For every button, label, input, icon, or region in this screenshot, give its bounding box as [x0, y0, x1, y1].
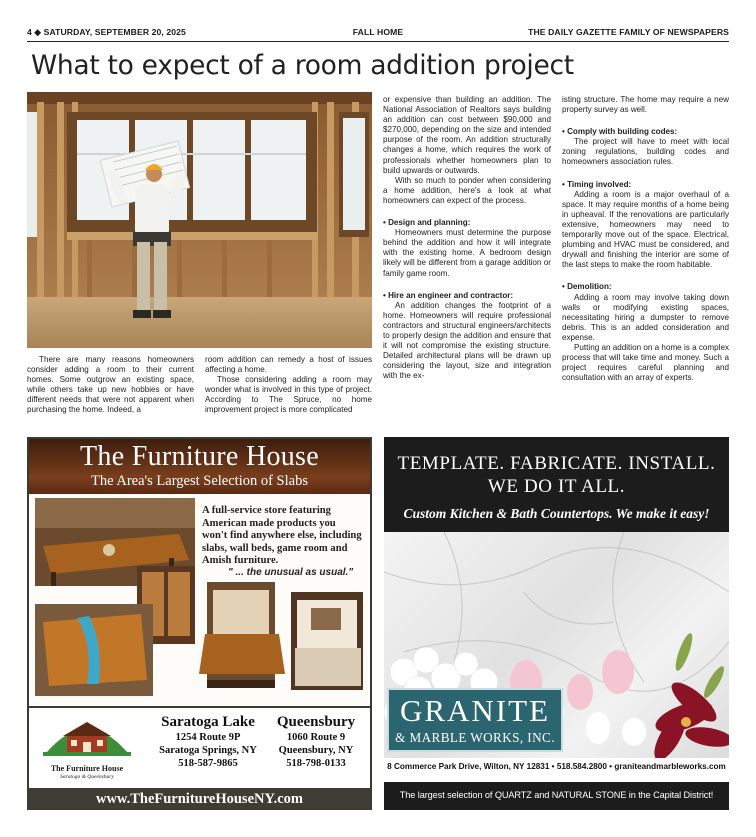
ad-website-link[interactable]: www.TheFurnitureHouseNY.com — [95, 791, 304, 807]
ad-address[interactable]: 8 Commerce Park Drive, Wilton, NY 12831 • 518.584.2800 • graniteandmarbleworks.com — [387, 762, 726, 771]
ad-title: The Furniture House — [80, 441, 319, 472]
marble-flowers-photo — [384, 532, 729, 758]
article-column-4 — [562, 95, 729, 383]
ad-headline-line1: TEMPLATE. FABRICATE. INSTALL. — [397, 453, 716, 474]
header-date: SATURDAY, SEPTEMBER 20, 2025 — [43, 27, 186, 37]
furniture-house-ad[interactable] — [27, 437, 372, 810]
ad-header — [384, 437, 729, 532]
page-header — [27, 26, 729, 40]
logo-sub: Saratoga & Queensbury — [60, 774, 114, 780]
ad-url-bar — [29, 788, 370, 810]
article-headline: What to expect of a room addition project — [31, 50, 574, 81]
header-section: FALL HOME — [352, 27, 404, 37]
furniture-house-logo-icon — [37, 712, 137, 762]
article-column-3 — [383, 95, 551, 381]
ad-top-panel — [29, 439, 370, 706]
paragraph: Those considering adding a room may wonder what is involved in this type of project. According to The Spruce, no home improvement project is more complicated — [205, 375, 372, 415]
page-number: 4 — [27, 27, 32, 37]
subheading-codes: • Comply with building codes: — [562, 127, 678, 137]
subheading-design: • Design and planning: — [383, 218, 471, 228]
granite-marble-ad[interactable] — [384, 437, 729, 810]
location-phone[interactable]: 518-587-9865 — [178, 758, 238, 769]
ad-motto: " ... the unusual as usual." — [228, 567, 354, 578]
location-town: Saratoga Springs, NY — [159, 745, 257, 756]
header-publication: THE DAILY GAZETTE FAMILY OF NEWSPAPERS — [528, 27, 729, 37]
location-queensbury — [261, 714, 371, 770]
logo-name: The Furniture House — [50, 764, 124, 773]
subheading-timing: • Timing involved: — [562, 179, 632, 189]
paragraph: Homeowners must determine the purpose behind the addition and how it will integrate with the existing home. A bedroom design likely will be different from a garage addition or family game room. — [383, 228, 551, 278]
paragraph: isting structure. The home may require a new property survey as well. — [562, 95, 729, 115]
paragraph: The project will have to meet with local zoning regulations, building codes and homeowners association rules. — [562, 137, 729, 167]
subheading-demolition: • Demolition: — [562, 282, 612, 292]
granite-logo — [387, 688, 563, 752]
ad-description: A full-service store featuring American made products you won't find anywhere else, including slabs, wall beds, game room and Amish furniture. — [202, 505, 362, 567]
location-town: Queensbury, NY — [278, 745, 354, 756]
paragraph: room addition can remedy a host of issues affecting a home. — [205, 355, 372, 375]
ad-headline — [384, 452, 729, 498]
paragraph: There are many reasons homeowners consider adding a room to their current homes. Some outgrow an existing space, while others take up new hobbies or have different needs that were not apparent when purchasing the home. Indeed, a — [27, 355, 194, 415]
subheading-engineer: • Hire an engineer and contractor: — [383, 290, 514, 300]
header-rule — [27, 41, 729, 42]
diamond-icon: ◆ — [34, 27, 42, 37]
paragraph: Putting an addition on a home is a complex process that will take time and money. Such a project requires careful planning and consultation with an array of experts. — [562, 342, 729, 383]
location-city: Saratoga Lake — [161, 714, 255, 730]
logo-main: GRANITE — [399, 693, 551, 728]
paragraph: An addition changes the footprint of a home. Homeowners will require professional contractors and structural engineers/architects to properly design the addition and ensure that it will not compromise the existing structure. Detailed architectural plans will be drawn up considering the layout, size and integration with the ex- — [383, 300, 551, 381]
paragraph: Adding a room is a major overhaul of a space. It may require months of a home being in upheaval. If the renovations are particularly extensive, homeowners may need to temporarily move out of the space. Electrical, plumbing and HVAC must be considered, and drywall and finishing the interior are some of the last steps to make the room habitable. — [562, 189, 729, 270]
ad-tagline: The Area's Largest Selection of Slabs — [91, 473, 308, 489]
paragraph: With so much to ponder when considering a home addition, here's a look at what homeowners can expect of the process. — [383, 175, 551, 205]
paragraph: Adding a room may involve taking down walls or modifying existing spaces, necessitating hiring a dumpster to remove debris. This is an added consideration and expense. — [562, 292, 729, 342]
ad-headline-line2: WE DO IT ALL. — [487, 476, 626, 497]
ad-footer-text: The largest selection of QUARTZ and NATURAL STONE in the Capital District! — [399, 790, 714, 800]
location-phone[interactable]: 518-798-0133 — [286, 758, 346, 769]
article-photo — [27, 92, 372, 348]
article-column-1 — [27, 355, 194, 416]
ad-subhead: Custom Kitchen & Bath Countertops. We make it easy! — [403, 506, 710, 521]
ad-footer-bar — [384, 782, 729, 810]
ad-locations — [29, 706, 370, 788]
ad-banner — [29, 439, 370, 494]
location-street: 1254 Route 9P — [175, 732, 241, 743]
location-street: 1060 Route 9 — [286, 732, 346, 743]
location-city: Queensbury — [276, 714, 356, 730]
paragraph: or expensive than building an addition. The National Association of Realtors says building an addition can cost between $90,000 and $270,000, depending on the size and intended purpose of the room. An addition structurally changes a home, which requires the work of professionals whether homeowners plan to build upwards or outwards. — [383, 95, 551, 175]
logo-sub: & MARBLE WORKS, INC. — [395, 730, 555, 745]
article-column-2 — [205, 355, 372, 416]
construction-illustration — [27, 92, 372, 348]
